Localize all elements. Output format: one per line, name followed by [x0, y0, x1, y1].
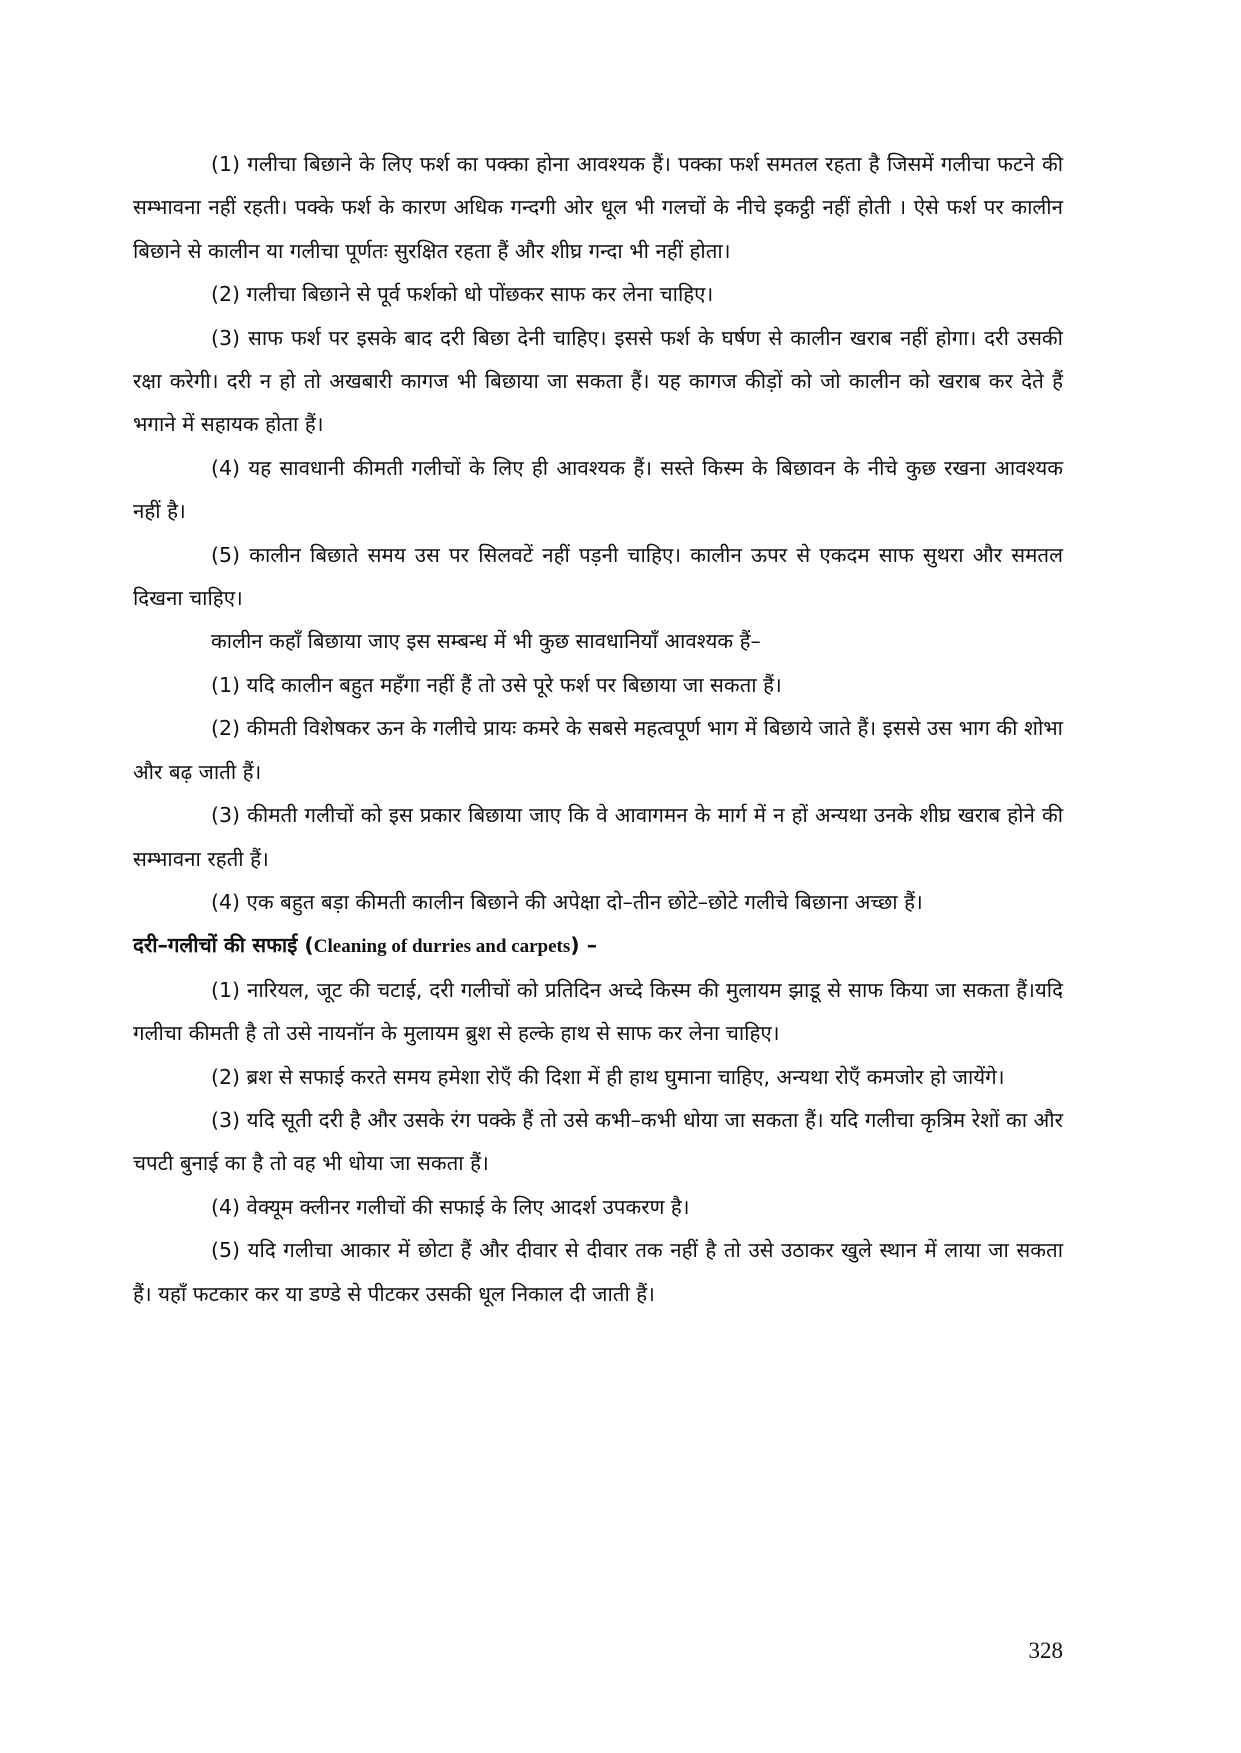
paragraph-cleaning-1: (1) नारियल, जूट की चटाई, दरी गलीचों को प्रतिदिन अच्दे किस्म की मुलायम झाडू से साफ किया जा सकता हैं।यदि गलीचा कीमती है तो उसे नायनॉन के मुलायम ब्रुश से हल्के हाथ से साफ कर लेना चाहिए। [133, 977, 1063, 1046]
paragraph-placement-intro: कालीन कहाँ बिछाया जाए इस सम्बन्ध में भी कुछ सावधानियाँ आवश्यक हैं– [211, 629, 761, 654]
paragraph-clean-floor: (2) गलीचा बिछाने से पूर्व फर्शको धो पोंछकर साफ कर लेना चाहिए। [211, 282, 714, 307]
section-heading-suffix: ) – [570, 933, 598, 958]
paragraph-cleaning-5: (5) यदि गलीचा आकार में छोटा हैं और दीवार से दीवार तक नहीं है तो उसे उठाकर खुले स्थान में लाया जा सकता हैं। यहाँ फटकार कर या डण्डे से पीटकर उसकी धूल निकाल दी जाती हैं। [133, 1238, 1063, 1306]
paragraph-carpet-floor: (1) गलीचा बिछाने के लिए फर्श का पक्का होना आवश्यक हैं। पक्का फर्श समतल रहता है जिसमें गलीचा फटने की सम्भावना नहीं रहती। पक्के फर्श के कारण अधिक गन्दगी ओर धूल भी गलचों के नीचे इकट्ठी नहीं होती । ऐसे फर्श पर कालीन बिछाने से कालीन या गलीचा पूर्णतः सुरक्षित रहता हैं और शीघ्र गन्दा भी नहीं होता। [133, 152, 1063, 263]
paragraph-cleaning-3: (3) यदि सूती दरी है और उसके रंग पक्के हैं तो उसे कभी–कभी धोया जा सकता हैं। यदि गलीचा कृत्रिम रेशों का और चपटी बुनाई का है तो वह भी धोया जा सकता हैं। [133, 1107, 1063, 1176]
page-body [133, 143, 1063, 1316]
paragraph-cleaning-4: (4) वेक्यूम क्लीनर गलीचों की सफाई के लिए आदर्श उपकरण है। [211, 1194, 690, 1219]
paragraph-placement-1: (1) यदि कालीन बहुत महँगा नहीं हैं तो उसे पूरे फर्श पर बिछाया जा सकता हैं। [211, 672, 782, 697]
paragraph-no-wrinkles: (5) कालीन बिछाते समय उस पर सिलवटें नहीं पड़नी चाहिए। कालीन ऊपर से एकदम साफ सुथरा और समतल दिखना चाहिए। [133, 542, 1063, 611]
paragraph-durrie-underlay: (3) साफ फर्श पर इसके बाद दरी बिछा देनी चाहिए। इससे फर्श के घर्षण से कालीन खराब नहीं होगा। दरी उसकी रक्षा करेगी। दरी न हो तो अखबारी कागज भी बिछाया जा सकता हैं। यह कागज कीड़ों को जो कालीन को खराब कर देते हैं भगाने में सहायक होता हैं। [133, 325, 1063, 437]
page-number: 328 [1028, 1638, 1063, 1663]
section-heading [133, 924, 1063, 968]
paragraph-placement-2: (2) कीमती विशेषकर ऊन के गलीचे प्रायः कमरे के सबसे महत्वपूर्ण भाग में बिछाये जाते हैं। इससे उस भाग की शोभा और बढ़ जाती हैं। [133, 716, 1063, 784]
paragraph-cleaning-2: (2) ब्रश से सफाई करते समय हमेशा रोएँ की दिशा में ही हाथ घुमाना चाहिए, अन्यथा रोएँ कमजोर हो जायेंगे। [211, 1064, 1005, 1089]
section-heading-hindi: दरी–गलीचों की सफाई ( [133, 933, 314, 958]
paragraph-placement-4: (4) एक बहुत बड़ा कीमती कालीन बिछाने की अपेक्षा दो–तीन छोटे–छोटे गलीचे बिछाना अच्छा हैं। [211, 889, 923, 914]
section-heading-english: Cleaning of durries and carpets [313, 936, 571, 958]
paragraph-placement-3: (3) कीमती गलीचों को इस प्रकार बिछाया जाए कि वे आवागमन के मार्ग में न हों अन्यथा उनके शीघ्र खराब होने की सम्भावना रहती हैं। [133, 803, 1063, 871]
paragraph-costly-carpets: (4) यह सावधानी कीमती गलीचों के लिए ही आवश्यक हैं। सस्ते किस्म के बिछावन के नीचे कुछ रखना आवश्यक नहीं है। [133, 455, 1063, 524]
